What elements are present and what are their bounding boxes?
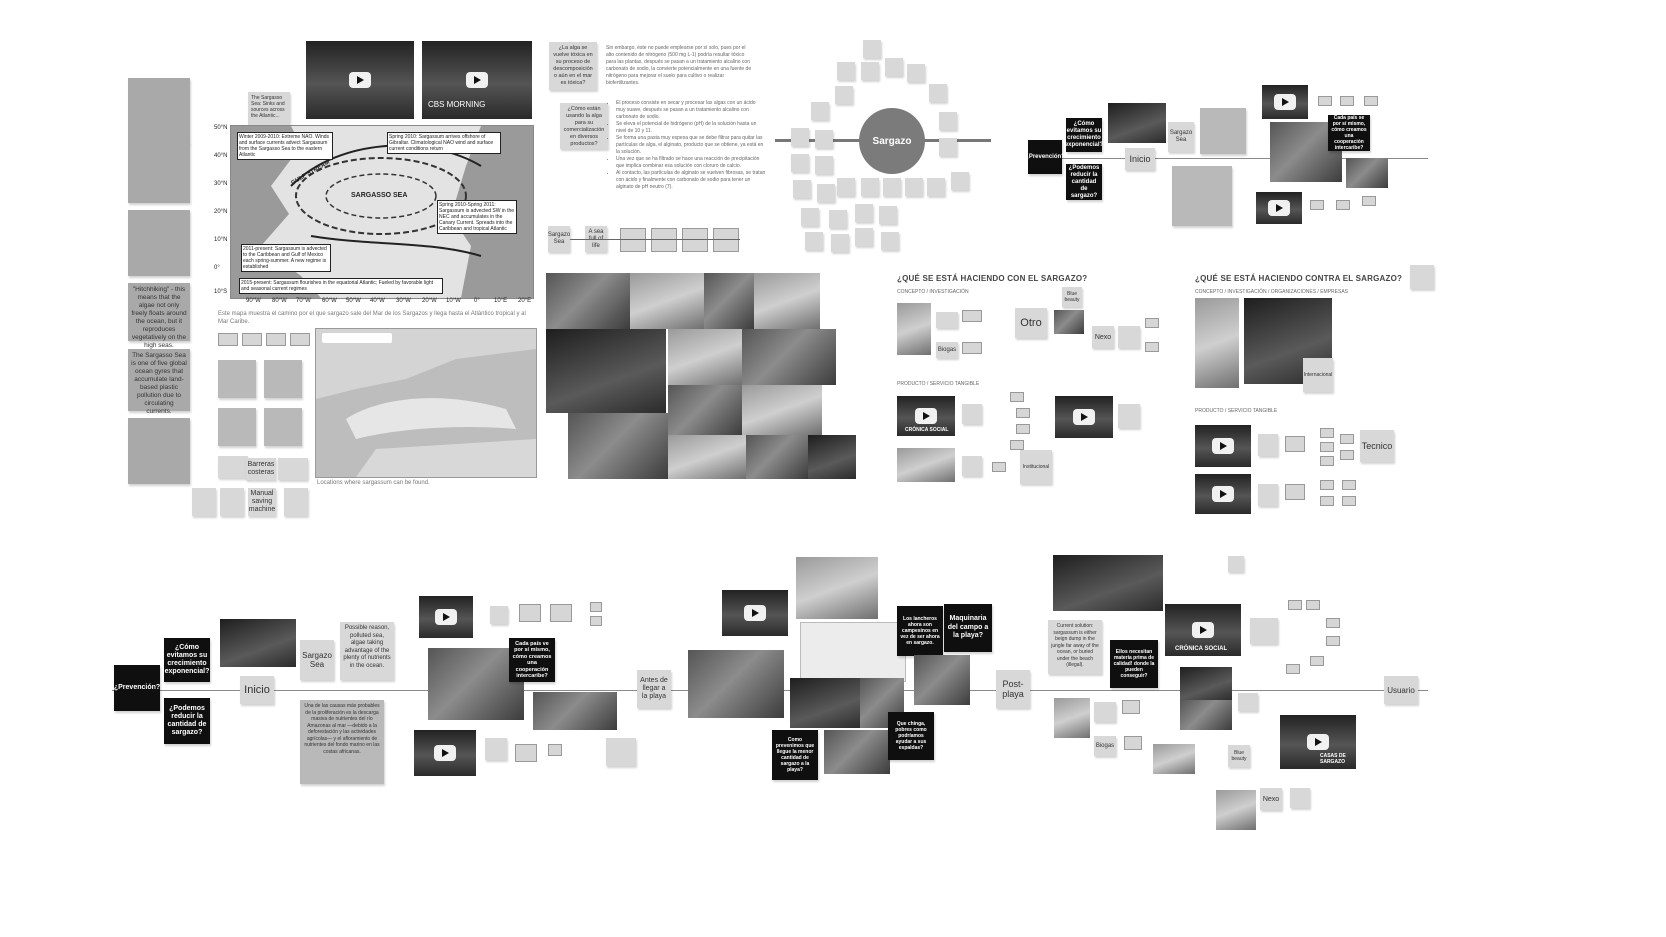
map-note[interactable]: The Sargasso Sea: Sinks and sources across the Atlantic... <box>248 92 290 128</box>
sargassum-photo[interactable] <box>533 692 617 730</box>
flow-card[interactable] <box>1288 600 1302 610</box>
flow-card[interactable] <box>1285 484 1305 500</box>
play-icon[interactable] <box>1073 409 1095 425</box>
sargassum-photo[interactable] <box>790 678 864 728</box>
sticky-note[interactable]: Institucional <box>1020 450 1052 484</box>
sticky-note[interactable]: Biogas <box>1094 736 1116 756</box>
sticky-note[interactable] <box>905 178 923 196</box>
map-annotation: Spring 2010: Sargassum arrives offshore of Gibraltar. Climatological NAO wind and surface current conditions return <box>387 132 501 154</box>
category-note[interactable]: Nexo <box>1260 788 1282 810</box>
sticky-note[interactable] <box>128 210 190 276</box>
stage-note[interactable]: Inicio <box>1125 148 1155 170</box>
article-thumbnail[interactable] <box>1195 298 1239 388</box>
sticky-note[interactable] <box>218 408 256 446</box>
sticky-note[interactable] <box>863 40 881 58</box>
flow-card[interactable] <box>1016 424 1030 434</box>
flow-card[interactable] <box>1326 618 1340 628</box>
section-heading: ¿QUÉ SE ESTÁ HACIENDO CONTRA EL SARGAZO? <box>1195 274 1403 283</box>
map-caption: Locations where sargassum can be found. <box>317 480 430 486</box>
website-screenshot[interactable] <box>1053 555 1163 611</box>
sargassum-photo[interactable] <box>1108 103 1166 143</box>
flow-card[interactable] <box>651 228 677 252</box>
flow-card[interactable] <box>1320 480 1334 490</box>
flow-card[interactable] <box>266 333 286 346</box>
video-thumbnail[interactable] <box>414 730 476 776</box>
sticky-note[interactable] <box>881 232 899 250</box>
sticky-note[interactable]: Internacional <box>1303 358 1333 392</box>
flow-card[interactable] <box>682 228 708 252</box>
flow-card[interactable] <box>519 604 541 622</box>
step: • El proceso consiste en secar y procesar las algas con un ácido muy suave, después se pasan a un tratamiento alcalino con carbonato de sodio. <box>616 100 766 121</box>
sargazo-mindmap <box>775 38 995 253</box>
sticky-note[interactable] <box>855 204 873 222</box>
play-icon[interactable] <box>1212 486 1234 502</box>
video-thumbnail[interactable] <box>1280 715 1356 769</box>
sargazo-hub[interactable]: Sargazo <box>859 108 925 174</box>
sticky-note[interactable] <box>883 178 901 196</box>
sticky-note[interactable] <box>128 143 190 203</box>
sargassum-photo[interactable] <box>546 273 630 329</box>
article-thumbnail[interactable] <box>1216 790 1256 830</box>
sticky-note[interactable] <box>128 78 190 144</box>
product-photo[interactable] <box>897 448 955 482</box>
sticky-note[interactable]: ¿Cómo están usando la alga para su comercialización en diversos productos? <box>560 103 608 149</box>
stage-note[interactable]: Usuario <box>1384 676 1418 704</box>
sticky-note[interactable]: Possible reason, polluted sea, algae taking advantage of the plenty of nutrients in the ocean. <box>340 622 394 680</box>
article-thumbnail[interactable] <box>1054 698 1090 738</box>
play-icon[interactable] <box>1307 734 1329 750</box>
sticky-note[interactable] <box>837 62 855 80</box>
stage-note[interactable]: Inicio <box>240 676 274 704</box>
flow-card[interactable] <box>1326 636 1340 646</box>
sticky-note[interactable]: Manual saving machine <box>248 488 276 516</box>
question-note[interactable]: ¿Cómo evitamos su crecimiento exponencial? <box>1066 118 1102 152</box>
video-thumbnail[interactable] <box>419 596 473 638</box>
sticky-note[interactable] <box>831 234 849 252</box>
sargassum-photo[interactable] <box>1180 700 1232 730</box>
sticky-note[interactable] <box>885 58 903 76</box>
flow-card[interactable] <box>550 604 572 622</box>
question-note[interactable]: Los lancheros ahora son campesinos en vez de ser ahora en sargazo. <box>897 606 943 656</box>
flow-card[interactable] <box>1364 96 1378 106</box>
video-channel-label: CBS MORNING <box>428 100 486 109</box>
category-note[interactable]: Otro <box>1015 308 1047 338</box>
sticky-note[interactable] <box>861 62 879 80</box>
sticky-note[interactable] <box>927 178 945 196</box>
alginate-text: Sin embargo, éste no puede emplearse por sí solo, pues por el alto contenido de nitrógeno (500 mg L-1) podría resultar tóxico para las plantas, después se pasan a un tratamiento alcalino con carbonato de sodio, la convierte potencialmente en una fuente de nitrógeno para mejorar el suelo para cultivo o realizar biofertilizantes. <box>606 45 752 86</box>
sticky-note[interactable] <box>1290 788 1310 808</box>
connector <box>570 239 740 240</box>
stage-note[interactable]: Post-playa <box>996 670 1030 708</box>
flow-card[interactable] <box>242 333 262 346</box>
flow-card[interactable] <box>290 333 310 346</box>
sargassum-photo[interactable] <box>568 413 668 479</box>
sticky-note[interactable] <box>606 738 636 766</box>
step: • Una vez que se ha filtrado se hace una reacción de precipitación que implica combinar esa solución con cloruro de calcio. <box>616 156 766 170</box>
sticky-note[interactable] <box>284 488 308 516</box>
sargassum-photo[interactable] <box>808 435 856 479</box>
start-node[interactable]: ¿Prevención? <box>1028 140 1062 174</box>
map-label: SARGASSO SEA <box>351 192 408 199</box>
flow-card[interactable] <box>515 744 537 762</box>
sticky-note[interactable] <box>791 154 809 172</box>
map-annotation: Spring 2010-Spring 2011: Sargassum is advected SW in the NEC and accumulates in the Canary Current. Spreads into the Caribbean and tropical Atlantic <box>437 200 517 234</box>
machine-sketch[interactable] <box>800 622 906 682</box>
section-subheading: CONCEPTO / INVESTIGACIÓN / ORGANIZACIONES / EMPRESAS <box>1195 289 1348 295</box>
flow-card[interactable] <box>590 616 602 626</box>
sargassum-photo[interactable] <box>630 273 704 329</box>
flow-card[interactable] <box>590 602 602 612</box>
play-icon[interactable] <box>915 408 937 424</box>
question-note[interactable]: Maquinaria del campo a la playa? <box>944 604 992 652</box>
video-thumbnail[interactable] <box>722 590 788 636</box>
sargassum-photo[interactable] <box>546 329 666 413</box>
category-note[interactable]: Tecnico <box>1360 430 1394 462</box>
sticky-note[interactable]: Sargazo Sea <box>548 226 570 252</box>
sargassum-photo[interactable] <box>704 273 754 329</box>
video-thumbnail[interactable] <box>1262 85 1308 119</box>
flow-card[interactable] <box>713 228 739 252</box>
question-note[interactable]: ¿Podemos reducir la cantidad de sargazo? <box>1066 164 1102 200</box>
sargassum-photo[interactable] <box>742 385 822 435</box>
sticky-note[interactable] <box>829 210 847 228</box>
sargassum-photo[interactable] <box>1054 310 1084 334</box>
sticky-note[interactable] <box>907 64 925 82</box>
sticky-note[interactable]: Biogas <box>936 342 958 358</box>
video-thumbnail[interactable] <box>1256 192 1302 224</box>
play-icon[interactable] <box>349 72 371 88</box>
section-heading: ¿QUÉ SE ESTÁ HACIENDO CON EL SARGAZO? <box>897 274 1088 283</box>
sticky-note[interactable] <box>264 360 302 398</box>
sticky-note[interactable] <box>815 156 833 174</box>
sticky-note[interactable] <box>218 360 256 398</box>
flow-card[interactable] <box>1285 436 1305 452</box>
flow-card[interactable] <box>1336 200 1350 210</box>
play-icon[interactable] <box>466 72 488 88</box>
flow-card[interactable] <box>1320 442 1334 452</box>
map-lon-ticks: 90°W 80°W 70°W 60°W 50°W 40°W 30°W 20°W 10°W 0° 10°E 20°E <box>246 298 532 304</box>
sargassum-photo[interactable] <box>668 385 742 435</box>
sticky-note[interactable] <box>220 488 244 516</box>
sticky-note[interactable] <box>936 312 958 328</box>
question-note[interactable]: Que chinga, pobres como podríamos ayudar a sus espaldas? <box>888 712 934 760</box>
play-icon[interactable] <box>1212 438 1234 454</box>
sargassum-photo[interactable] <box>746 435 808 479</box>
play-icon[interactable] <box>1192 622 1214 638</box>
sticky-note[interactable]: Blue beauty <box>1228 745 1250 767</box>
sticky-note[interactable] <box>855 228 873 246</box>
sticky-note[interactable] <box>879 206 897 224</box>
video-thumbnail[interactable] <box>422 41 532 119</box>
sticky-note[interactable]: A sea full of life <box>585 226 607 252</box>
map-annotation: 2011-present: Sargassum is advected to the Caribbean and Gulf of Mexico each spring-summer. A new regime is established <box>241 244 331 272</box>
sargassum-photo[interactable] <box>754 273 820 329</box>
sticky-note[interactable] <box>811 102 829 120</box>
sticky-note[interactable] <box>793 180 811 198</box>
section-subheading: CONCEPTO / INVESTIGACIÓN <box>897 289 969 295</box>
map-caption: Este mapa muestra el camino por el que sargazo sale del Mar de los Sargazos y llega hasta el Atlántico tropical y al Mar Caribe. <box>218 311 526 325</box>
sticky-note[interactable] <box>962 456 982 476</box>
sargassum-photo[interactable] <box>796 557 878 619</box>
question-note[interactable]: Cada país ve por sí mismo, cómo creamos una cooperación intercaribe? <box>509 638 555 682</box>
flow-card[interactable] <box>962 310 982 322</box>
map-annotation: Winter 2009-2010: Extreme NAO. Winds and surface currents advect Sargassum from the Sargasso Sea to the eastern Atlantic <box>237 132 333 160</box>
sticky-note[interactable] <box>791 128 809 146</box>
sticky-note[interactable] <box>962 404 982 424</box>
map-search-bar[interactable] <box>322 333 392 343</box>
video-title: CRÓNICA SOCIAL <box>1175 646 1228 652</box>
flow-card[interactable] <box>548 744 562 756</box>
sticky-note[interactable] <box>837 178 855 196</box>
article-thumbnail[interactable] <box>897 303 931 355</box>
sticky-note[interactable]: The Sargasso Sea is one of five global ocean gyres that accumulate land-based plastic pollution due to circulating currents. <box>128 349 190 411</box>
flow-card[interactable] <box>620 228 646 252</box>
sticky-note[interactable] <box>805 232 823 250</box>
sargassum-photo[interactable] <box>688 650 784 718</box>
question-note[interactable]: ¿Podemos reducir la cantidad de sargazo? <box>164 698 210 744</box>
sticky-note[interactable] <box>817 184 835 202</box>
google-map[interactable] <box>315 328 537 478</box>
video-thumbnail[interactable] <box>1195 474 1251 514</box>
flow-card[interactable] <box>1320 456 1334 466</box>
video-thumbnail[interactable] <box>897 396 955 436</box>
alginate-steps <box>606 100 766 191</box>
flow-card[interactable] <box>1342 480 1356 490</box>
sticky-note[interactable] <box>1172 166 1232 226</box>
sticky-note[interactable] <box>939 138 957 156</box>
sticky-note[interactable] <box>192 488 216 516</box>
sticky-note[interactable] <box>1410 265 1434 289</box>
sticky-note[interactable] <box>264 408 302 446</box>
sargassum-photo[interactable] <box>668 329 742 385</box>
play-icon[interactable] <box>1274 94 1296 110</box>
sticky-note[interactable]: Current solution: sargassum is either beign dump in the jungle far away of the ocean, or buried under the beach (illegal). <box>1048 620 1102 674</box>
flow-card[interactable] <box>1145 342 1159 352</box>
flow-card[interactable] <box>962 342 982 354</box>
flow-card[interactable] <box>1286 664 1300 674</box>
category-note[interactable]: Nexo <box>1092 326 1114 348</box>
sticky-note[interactable]: ¿La alga se vuelve tóxica en su proceso de descomposición o aún en el mar es tóxica? <box>549 42 597 90</box>
start-node[interactable]: ¿Prevención? <box>114 665 160 711</box>
sticky-note[interactable]: Barreras costeras <box>246 458 276 480</box>
sticky-note[interactable] <box>490 606 508 624</box>
sticky-note[interactable]: Sargazo Sea <box>300 640 334 680</box>
sticky-note[interactable]: Sargazo Sea <box>1168 122 1194 152</box>
map-lat-ticks: 50°N 40°N 30°N 20°N 10°N 0° 10°S <box>214 125 228 295</box>
sargassum-photo[interactable] <box>220 619 296 667</box>
flow-card[interactable] <box>992 462 1006 472</box>
flow-card[interactable] <box>1124 736 1142 750</box>
sargassum-photo[interactable] <box>824 730 890 774</box>
atlantic-map[interactable] <box>230 125 534 299</box>
sticky-note[interactable] <box>218 456 248 478</box>
step: • Se eleva el potencial de hidrógeno (pH) de la solución hasta un nivel de 10 y 11. <box>616 121 766 135</box>
flow-card[interactable] <box>1310 200 1324 210</box>
flow-card[interactable] <box>1010 440 1024 450</box>
flow-card[interactable] <box>1340 450 1354 460</box>
map-land <box>316 329 536 477</box>
video-thumbnail[interactable] <box>1195 425 1251 467</box>
play-icon[interactable] <box>1268 200 1290 216</box>
video-title: CRÓNICA SOCIAL <box>905 427 949 433</box>
sticky-note[interactable] <box>1228 556 1244 572</box>
sargassum-photo[interactable] <box>914 655 970 705</box>
map-annotation: 2015-present: Sargassum flourishes in the equatorial Atlantic; Fueled by favorable light and seasonal current regimes <box>239 278 443 294</box>
sticky-note[interactable] <box>1200 108 1246 154</box>
play-icon[interactable] <box>434 745 456 761</box>
flow-card[interactable] <box>1320 428 1334 438</box>
video-thumbnail[interactable] <box>1055 396 1113 438</box>
video-title: CASAS DE SARGAZO <box>1320 753 1346 765</box>
flow-card[interactable] <box>1310 656 1324 666</box>
flow-card[interactable] <box>1342 496 1356 506</box>
sticky-note[interactable] <box>1258 434 1278 456</box>
sticky-note[interactable] <box>1250 618 1278 644</box>
sticky-note[interactable] <box>951 172 969 190</box>
sticky-note[interactable] <box>939 112 957 130</box>
sticky-note[interactable] <box>128 418 190 484</box>
flow-card[interactable] <box>1306 600 1320 610</box>
flow-card[interactable] <box>1362 196 1376 206</box>
sargassum-photo[interactable] <box>668 435 746 479</box>
sticky-note[interactable]: "Hitchhiking" - this means that the algae not only freely floats around the ocean, but it reproduces vegetatively on the high seas. <box>128 283 190 341</box>
video-thumbnail[interactable] <box>1165 604 1241 656</box>
sticky-note[interactable] <box>929 84 947 102</box>
article-thumbnail[interactable] <box>1153 744 1195 774</box>
question-note[interactable]: Ellos necesitan materia prima de calidad! donde la pueden conseguir? <box>1110 640 1158 688</box>
flow-card[interactable] <box>1122 700 1140 714</box>
flow-card[interactable] <box>1010 392 1024 402</box>
stage-note[interactable]: Antes de llegar a la playa <box>637 670 671 708</box>
sticky-note[interactable] <box>1118 404 1140 428</box>
flow-card[interactable] <box>1320 496 1334 506</box>
video-thumbnail[interactable] <box>306 41 414 119</box>
sticky-note[interactable] <box>1118 326 1140 348</box>
sargassum-photo[interactable] <box>742 329 836 385</box>
play-icon[interactable] <box>435 609 457 625</box>
question-note[interactable]: Como prevenimos que llegue la menor cantidad de sargazo a la playa? <box>772 730 818 780</box>
map-label: GULF STREAM <box>290 159 331 187</box>
question-note[interactable]: ¿Cómo evitamos su crecimiento exponencial? <box>164 638 210 682</box>
step: • Al contacto, las partículas de alginato se vuelven fibrosas, se tratan con ácido y finalmente con carbonato de sodio para tener un alginato de pH neutro (7). <box>616 170 766 191</box>
sticky-note[interactable] <box>861 178 879 196</box>
sticky-note[interactable]: Blue beauty <box>1062 287 1082 307</box>
flow-card[interactable] <box>1016 408 1030 418</box>
section-subheading: PRODUCTO / SERVICIO TANGIBLE <box>1195 408 1278 414</box>
play-icon[interactable] <box>744 605 766 621</box>
sticky-note[interactable] <box>815 130 833 148</box>
sticky-note[interactable] <box>835 86 853 104</box>
flow-card[interactable] <box>1340 96 1354 106</box>
sticky-note[interactable]: Una de las causas más probables de la proliferación es la descarga masiva de nutrientes del río Amazonas al mar —debido a la deforestación y las actividades agrícolas— y el afloramiento de nutrientes del fondo marino en las costas africanas. <box>300 700 384 784</box>
sticky-note[interactable] <box>1258 484 1278 506</box>
question-note[interactable]: Cada país se por sí mismo, cómo creamos una cooperación intercaribe? <box>1328 115 1370 151</box>
sticky-note[interactable] <box>801 208 819 226</box>
sargassum-photo[interactable] <box>1346 158 1388 188</box>
sticky-note[interactable] <box>485 738 507 760</box>
sargassum-photo[interactable] <box>1180 667 1232 701</box>
section-subheading: PRODUCTO / SERVICIO TANGIBLE <box>897 381 980 387</box>
flow-card[interactable] <box>1340 434 1354 444</box>
sticky-note[interactable] <box>1094 702 1116 722</box>
flow-card[interactable] <box>1318 96 1332 106</box>
flow-card[interactable] <box>1145 318 1159 328</box>
flow-card[interactable] <box>218 333 238 346</box>
sticky-note[interactable] <box>1238 693 1258 711</box>
sticky-note[interactable] <box>278 458 308 480</box>
step: • Se forma una pasta muy espesa que se debe filtrar para quitar las partículas de alga, el alginato, producto que se obtiene, ya está en la solución. <box>616 135 766 156</box>
